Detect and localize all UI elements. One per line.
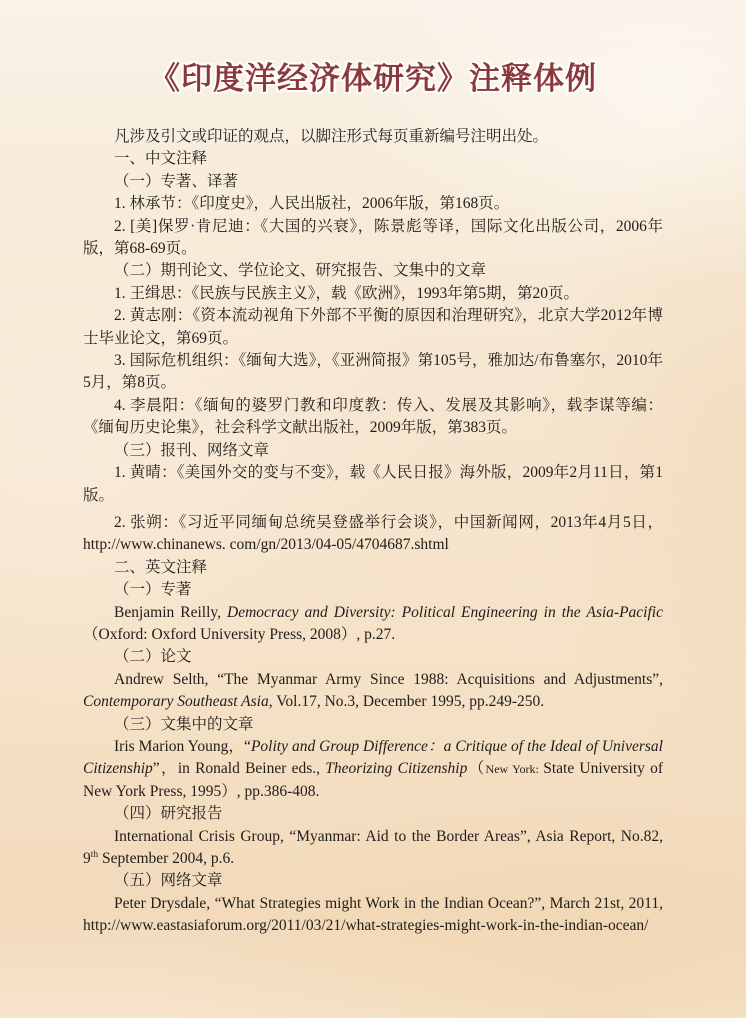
subsection-2-5-web-articles — [83, 870, 663, 892]
text-run: September 2004, p.6. — [98, 850, 235, 867]
page-title: 《印度洋经济体研究》注释体例 — [149, 61, 597, 96]
text-run: （一）专著、译著 — [114, 172, 239, 190]
text-run: New York: — [485, 762, 544, 777]
subsection-2-1-monographs — [83, 579, 663, 601]
text-run: International Crisis Group, “Myanmar: Aid to the Border Areas”, Asia Report, No.82, 9 — [83, 827, 663, 867]
text-run: 1. 王缉思：《民族与民族主义》，载《欧洲》，1993年第5期，第20页。 — [114, 284, 580, 302]
text-run: Democracy and Diversity: Political Engineering in the Asia-Pacific — [227, 603, 663, 621]
cn-newspaper-example-2 — [83, 512, 663, 557]
text-run: 1. 林承节：《印度史》，人民出版社，2006年版，第168页。 — [114, 195, 510, 213]
subsection-1-1-monographs — [83, 171, 663, 193]
text-run: 3. 国际危机组织：《缅甸大选》，《亚洲简报》第105号，雅加达/布鲁塞尔，2010年5月，第8页。 — [83, 352, 663, 392]
en-paper-example — [83, 669, 663, 714]
cn-journal-example-1 — [83, 283, 663, 305]
text-run: （二）论文 — [114, 648, 192, 666]
text-run: （二）期刊论文、学位论文、研究报告、文集中的文章 — [114, 262, 487, 280]
cn-journal-example-2 — [83, 305, 663, 350]
text-run: Iris Marion Young，“ — [114, 737, 251, 755]
subsection-1-3-newspapers-web — [83, 440, 663, 462]
intro-rule — [83, 126, 663, 148]
cn-monograph-example-2 — [83, 216, 663, 261]
subsection-2-2-papers — [83, 646, 663, 668]
text-run: （Oxford: Oxford University Press, 2008）, p.27. — [83, 625, 396, 643]
text-run: 2. 张朔：《习近平同缅甸总统吴登盛举行会谈》，中国新闻网，2013年4月5日，http://www.chinanews. com/gn/2013/04-05/4704687.shtml — [83, 513, 663, 554]
text-run: 一、中文注释 — [114, 150, 208, 168]
text-run: Andrew Selth, “The Myanmar Army Since 1988: Acquisitions and Adjustments”, — [114, 670, 663, 688]
text-run: ”，in Ronald Beiner eds., — [152, 760, 326, 778]
subsection-2-4-research-reports — [83, 803, 663, 825]
text-run: Benjamin Reilly, — [114, 603, 228, 621]
text-run: ： — [427, 737, 444, 755]
subsection-1-2-journal-articles — [83, 260, 663, 282]
document-body — [83, 126, 663, 938]
text-run: （一）专著 — [114, 581, 192, 599]
cn-newspaper-example-1 — [83, 462, 663, 507]
text-run: 二、英文注释 — [114, 558, 208, 576]
text-run: Polity and Group Difference — [250, 737, 428, 755]
text-run: , Vol.17, No.3, December 1995, pp.249-250. — [268, 693, 545, 711]
text-run: State University of New York Press, 1995）, pp.386-408. — [83, 760, 663, 800]
text-run: （三）报刊、网络文章 — [114, 441, 270, 459]
text-run: Theorizing Citizenship — [325, 760, 468, 778]
text-run: 1. 黄晴：《美国外交的变与不变》，载《人民日报》海外版，2009年2月11日，第1版。 — [83, 464, 663, 504]
text-run: th — [90, 849, 99, 860]
en-research-report-example — [83, 826, 663, 871]
text-run: （ — [467, 760, 486, 778]
text-run: 凡涉及引文或印证的观点，以脚注形式每页重新编号注明出处。 — [114, 128, 549, 145]
en-collected-article-example — [83, 736, 663, 803]
cn-journal-example-3 — [83, 350, 663, 395]
section-2-english-notes — [83, 557, 663, 579]
text-run: 4. 李晨阳：《缅甸的婆罗门教和印度教：传入、发展及其影响》，载李谋等编：《缅甸历史论集》，社会科学文献出版社，2009年版，第383页。 — [83, 396, 663, 437]
section-1-chinese-notes — [83, 148, 663, 170]
cn-monograph-example-1 — [83, 193, 663, 215]
text-run: （四）研究报告 — [114, 805, 223, 823]
text-run: 2. [美]保罗·肯尼迪：《大国的兴衰》，陈景彪等译，国际文化出版公司，2006年版，第68-69页。 — [83, 217, 663, 258]
text-run: a Critique of the Ideal of Universal Citizenship — [83, 737, 663, 778]
text-run: Contemporary Southeast Asia — [83, 693, 269, 711]
cn-journal-example-4 — [83, 395, 663, 440]
text-run: Peter Drysdale, “What Strategies might Work in the Indian Ocean?”, March 21st, 2011, http://www.eastasiaforum.org/2011/03/21/what-strategies-might-work-in-the-indian-ocean/ — [83, 894, 663, 935]
text-run: 2. 黄志刚：《资本流动视角下外部不平衡的原因和治理研究》，北京大学2012年博士毕业论文，第69页。 — [83, 307, 663, 347]
text-run: （五）网络文章 — [114, 872, 223, 890]
en-monograph-example — [83, 602, 663, 647]
en-web-article-example — [83, 893, 663, 938]
subsection-2-3-collected-articles — [83, 714, 663, 736]
text-run: （三）文集中的文章 — [114, 715, 254, 733]
